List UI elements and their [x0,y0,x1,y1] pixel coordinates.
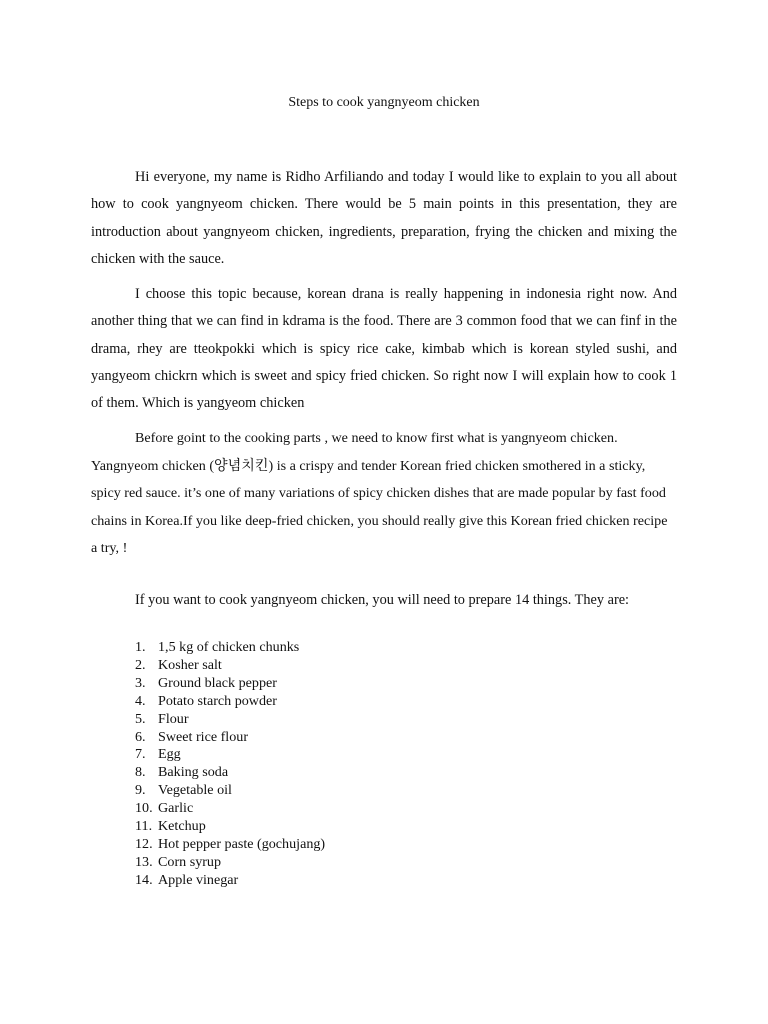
list-item-number: 8. [135,764,146,781]
list-item-number: 6. [135,728,146,745]
list-item [91,693,325,711]
list-item-text: Potato starch powder [158,692,277,709]
list-item-text: Flour [158,710,189,727]
list-item-text: Vegetable oil [158,782,232,799]
list-item [91,854,325,872]
list-item [91,729,325,747]
paragraph-what-is-yangnyeom: Before goint to the cooking parts , we need to know first what is yangnyeom chicken. Yangnyeom chicken (양념치킨) is a crispy and tender Korean fried chicken smothered in a sticky, spicy red sauce. it’s one of many variations of spicy chicken dishes that are made popular by fast food chains in Korea.If you like deep-fried chicken, you should really give this Korean fried chicken recipe a try, ! [91,430,668,556]
paragraph-topic-reason: I choose this topic because, korean drana is really happening in indonesia right now. And another thing that we can find in kdrama is the food. There are 3 common food that we can finf in the drama, rhey are tteokpokki which is spicy rice cake, kimbab which is korean styled sushi, and yangyeom chickrn which is sweet and spicy fried chicken. So right now I will explain how to cook 1 of them. Which is yangyeom chicken [91,286,677,412]
list-item [91,746,325,764]
list-item [91,800,325,818]
list-item-text: Hot pepper paste (gochujang) [158,835,326,852]
list-item [91,711,325,729]
list-item-number: 14. [135,871,153,888]
ingredient-list [91,639,325,890]
list-item-number: 2. [135,656,146,673]
list-item-number: 3. [135,674,146,691]
list-item-number: 1. [135,639,146,655]
list-item [91,639,325,657]
list-item-text: Corn syrup [158,853,222,870]
list-item [91,872,325,890]
list-item-text: Sweet rice flour [158,728,249,745]
list-item-number: 9. [135,782,146,799]
list-item-text: Egg [158,746,181,763]
paragraph-introduction: Hi everyone, my name is Ridho Arfiliando and today I would like to explain to you all about how to cook yangnyeom chicken. There would be 5 main points in this presentation, they are introduction about yangnyeom chicken, ingredients, preparation, frying the chicken and mixing the chicken with the sauce. [91,169,677,267]
list-item-number: 5. [135,710,146,727]
list-item-number: 12. [135,835,153,852]
paragraph-ingredients-intro: If you want to cook yangnyeom chicken, you will need to prepare 14 things. They are: [135,592,630,608]
list-item [91,764,325,782]
list-item-number: 10. [135,800,153,817]
list-item-number: 4. [135,692,146,709]
list-item [91,657,325,675]
list-item-number: 7. [135,746,146,763]
list-item-text: Ground black pepper [158,674,277,691]
list-item-text: Kosher salt [158,656,222,673]
list-item-number: 13. [135,853,153,870]
list-item [91,675,325,693]
list-item [91,782,325,800]
list-item-text: Ketchup [158,818,206,835]
list-item [91,818,325,836]
list-item-text: 1,5 kg of chicken chunks [158,639,300,655]
list-item-text: Garlic [158,800,194,817]
document-title: Steps to cook yangnyeom chicken [288,95,480,110]
list-item-text: Baking soda [158,764,229,781]
list-item-text: Apple vinegar [158,871,239,888]
list-item-number: 11. [135,818,153,835]
list-item [91,836,325,854]
